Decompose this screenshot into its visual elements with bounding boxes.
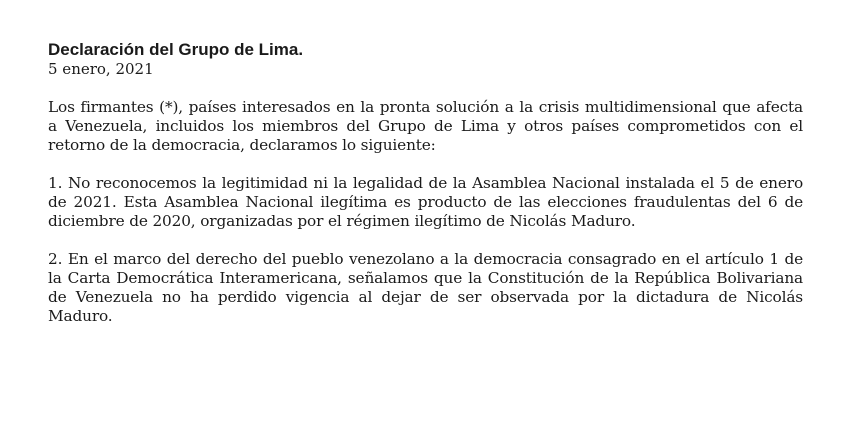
intro-paragraph: Los firmantes (*), países interesados en la pronta solución a la crisis multidimensional que afecta a Venezuela, incluidos los miembros del Grupo de Lima y otros países comprometidos con el retorno de la democracia, declaramos lo siguiente: <box>48 98 803 154</box>
point-2-paragraph: 2. En el marco del derecho del pueblo venezolano a la democracia consagrado en el artículo 1 de la Carta Democrática Interamericana, señalamos que la Constitución de la República Bolivariana de Venezuela no ha perdido vigencia al dejar de ser observada por la dictadura de Nicolás Maduro. <box>48 250 803 325</box>
document-page <box>48 40 803 345</box>
document-date: 5 enero, 2021 <box>48 60 154 78</box>
point-1-paragraph: 1. No reconocemos la legitimidad ni la legalidad de la Asamblea Nacional instalada el 5 de enero de 2021. Esta Asamblea Nacional ilegítima es producto de las elecciones fraudulentas del 6 de diciembre de 2020, organizadas por el régimen ilegítimo de Nicolás Maduro. <box>48 174 803 230</box>
document-title: Declaración del Grupo de Lima. <box>48 40 304 59</box>
